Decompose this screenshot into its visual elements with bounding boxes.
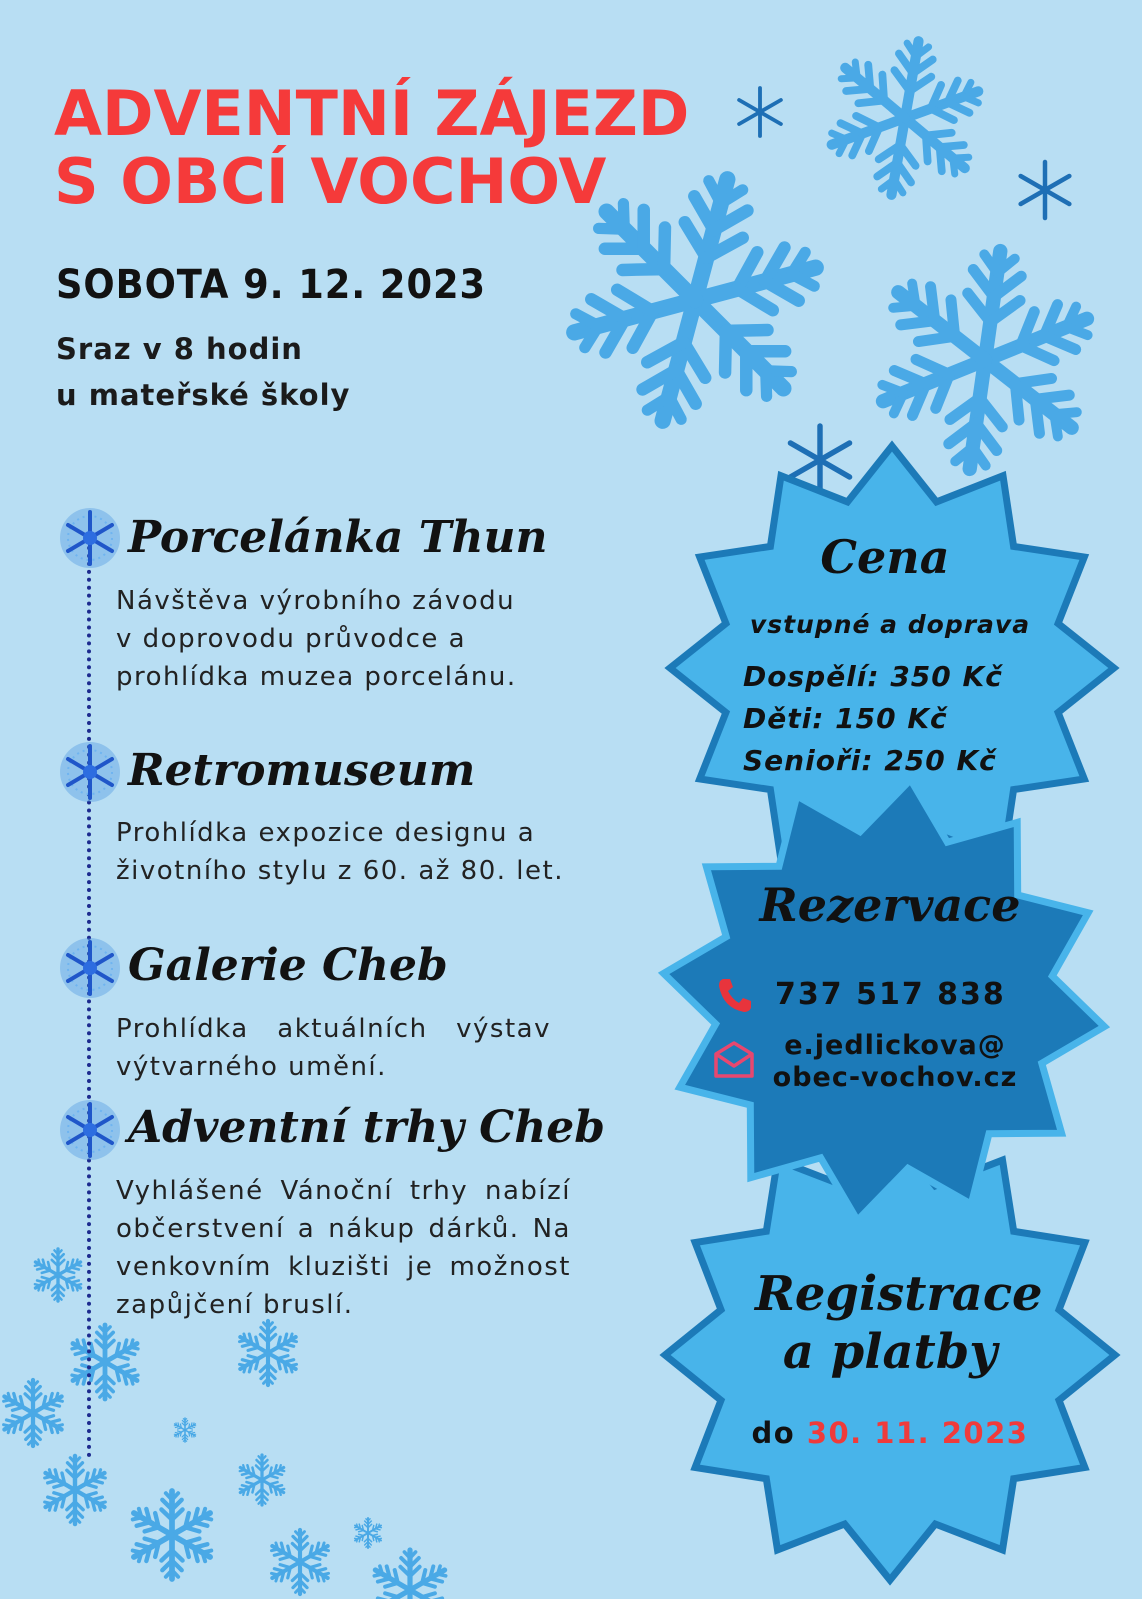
reservation-phone[interactable]: 737 517 838 bbox=[775, 977, 1006, 1012]
stop-2-title: Retromuseum bbox=[128, 745, 476, 796]
stop-2-line: Prohlídka expozice designu a bbox=[116, 818, 536, 848]
stop-2-line: životního stylu z 60. až 80. let. bbox=[116, 856, 564, 886]
trip-date: SOBOTA 9. 12. 2023 bbox=[56, 262, 487, 308]
stop-3-title: Galerie Cheb bbox=[128, 940, 448, 991]
stop-1-description bbox=[116, 582, 571, 696]
price-adults: Dospělí: 350 Kč bbox=[743, 660, 1003, 693]
deadline-date: 30. 11. 2023 bbox=[806, 1416, 1029, 1450]
meeting-time: Sraz v 8 hodin bbox=[56, 332, 303, 366]
price-subtitle: vstupné a doprava bbox=[749, 610, 1031, 639]
title-line-1: ADVENTNÍ ZÁJEZD bbox=[54, 77, 690, 150]
email-line-2: obec-vochov.cz bbox=[772, 1062, 1018, 1093]
phone-icon bbox=[715, 975, 755, 1015]
stop-1-line: Návštěva výrobního závodu bbox=[116, 586, 516, 616]
registration-title bbox=[755, 1265, 1043, 1381]
price-seniors: Senioři: 250 Kč bbox=[743, 744, 997, 777]
title-line-2: S OBCÍ VOCHOV bbox=[54, 145, 607, 218]
email-line-1: e.jedlickova@ bbox=[784, 1030, 1006, 1061]
registration-title-line-2: a platby bbox=[782, 1324, 998, 1380]
envelope-icon bbox=[712, 1040, 756, 1080]
snowflake-bullet-icon bbox=[60, 1100, 120, 1160]
snowflake-bullet-icon bbox=[60, 938, 120, 998]
registration-title-line-1: Registrace bbox=[755, 1266, 1043, 1322]
registration-deadline bbox=[740, 1416, 1040, 1450]
meeting-place: u mateřské školy bbox=[56, 378, 351, 412]
stop-4-title: Adventní trhy Cheb bbox=[128, 1102, 605, 1153]
snowflake-bullet-icon bbox=[60, 508, 120, 568]
price-title: Cena bbox=[820, 530, 950, 584]
stop-1-line: prohlídka muzea porcelánu. bbox=[116, 662, 517, 692]
reservation-email[interactable] bbox=[760, 1030, 1030, 1094]
stop-1-title: Porcelánka Thun bbox=[128, 512, 548, 563]
stop-1-line: v doprovodu průvodce a bbox=[116, 624, 467, 654]
stop-4-description: Vyhlášené Vánoční trhy nabízí občerstvení a nákup dárků. Na venkovním kluzišti je možnost zapůjčení bruslí. bbox=[116, 1176, 571, 1320]
stop-3-description: Prohlídka aktuálních výstav výtvarného umění. bbox=[116, 1014, 551, 1082]
snowflake-bullet-icon bbox=[60, 742, 120, 802]
deadline-prefix: do bbox=[751, 1416, 796, 1450]
stop-2-description bbox=[116, 814, 596, 890]
price-children: Děti: 150 Kč bbox=[743, 702, 948, 735]
reservation-title: Rezervace bbox=[759, 878, 1021, 932]
